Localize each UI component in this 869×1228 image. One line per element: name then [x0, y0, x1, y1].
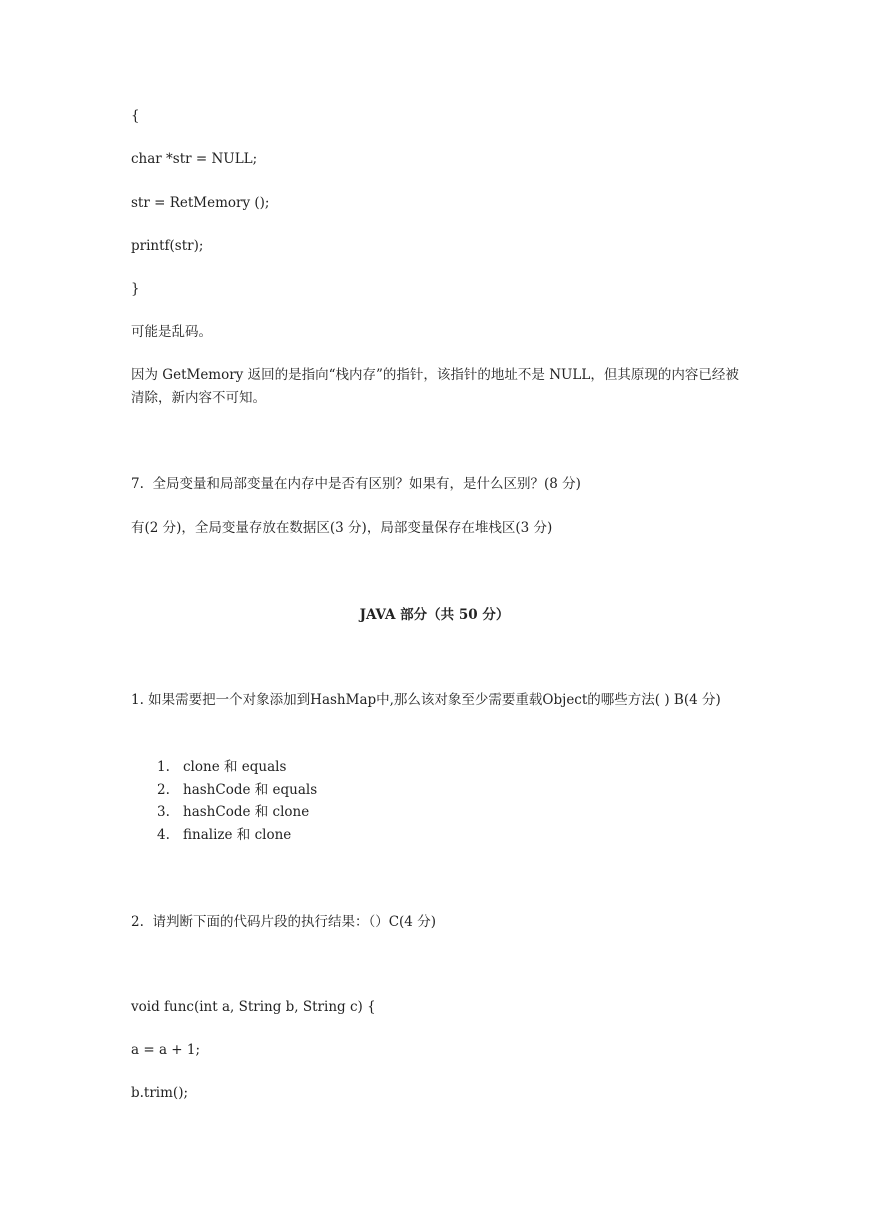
option-item: 4. finalize 和 clone [157, 826, 292, 843]
question-7: 7. 全局变量和局部变量在内存中是否有区别？如果有，是什么区别？(8 分) [131, 476, 581, 492]
code-line: } [131, 281, 140, 297]
java-question-1: 1. 如果需要把一个对象添加到HashMap中,那么该对象至少需要重载Object的哪些方法( ) B(4 分) [131, 692, 721, 708]
code-line: a = a + 1; [131, 1042, 201, 1058]
java-question-2: 2. 请判断下面的代码片段的执行结果：（）C(4 分) [131, 914, 436, 930]
code-line: { [131, 108, 140, 124]
code-line: str = RetMemory (); [131, 195, 270, 211]
answer-explanation: 因为 GetMemory 返回的是指向“栈内存”的指针，该指针的地址不是 NULL，但其原现的内容已经被清除，新内容不可知。 [131, 367, 739, 406]
option-item: 3. hashCode 和 clone [157, 804, 310, 820]
question-7-answer: 有(2 分)，全局变量存放在数据区(3 分)，局部变量保存在堆栈区(3 分) [131, 520, 553, 536]
code-line: printf(str); [131, 238, 204, 254]
option-item: 1. clone 和 equals [157, 759, 287, 775]
section-title: JAVA 部分（共 50 分） [359, 607, 510, 623]
code-line: void func(int a, String b, String c) { [131, 999, 376, 1015]
code-line: b.trim(); [131, 1085, 189, 1101]
code-line: char *str = NULL; [131, 151, 258, 167]
option-item: 2. hashCode 和 equals [157, 781, 318, 798]
java-question-1-options [157, 756, 317, 846]
answer-result: 可能是乱码。 [131, 324, 212, 340]
